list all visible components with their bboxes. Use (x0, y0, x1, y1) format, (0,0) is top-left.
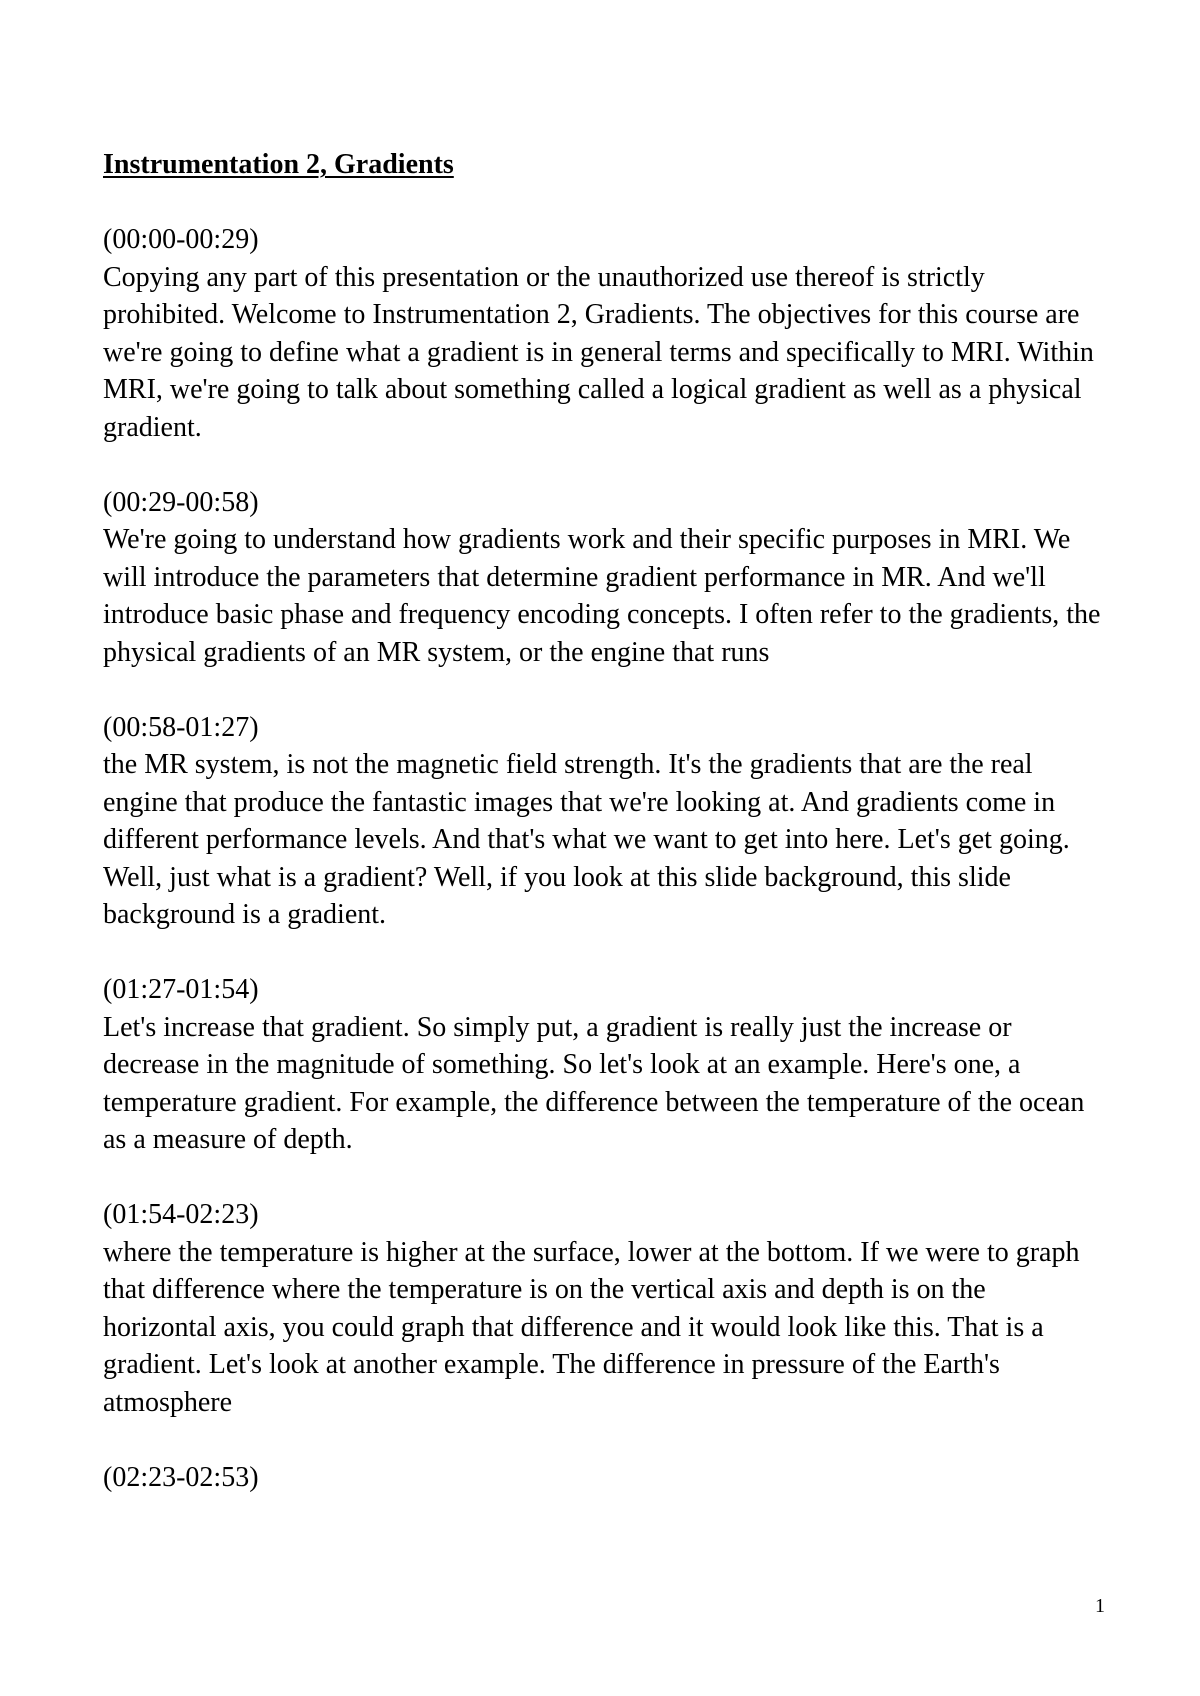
section-timestamp: (00:29-00:58) (103, 486, 259, 518)
section-timestamp: (00:00-00:29) (103, 224, 259, 255)
transcript-section (103, 1459, 1103, 1497)
section-timestamp: (00:58-01:27) (103, 711, 259, 743)
section-timestamp: (02:23-02:53) (103, 1461, 259, 1493)
section-text: the MR system, is not the magnetic field strength. It's the gradients that are the real engine that produce the fantastic images that we're looking at. And gradients come in different performance levels. And that's what we want to get into here. Let's get going. Well, just what is a gradient? Well, if you look at this slide background, this slide background is a gradient. (103, 749, 1070, 930)
document-body (103, 146, 1103, 1534)
transcript-section (103, 484, 1103, 672)
section-text: Copying any part of this presentation or the unauthorized use thereof is strictly prohibited. Welcome to Instrumentation 2, Gradients. The objectives for this course are we're going to define what a gradient is in general terms and specifically to MRI. Within MRI, we're going to talk about something called a logical gradient as well as a physical gradient. (103, 261, 1094, 443)
section-text: Let's increase that gradient. So simply put, a gradient is really just the increase or decrease in the magnitude of something. So let's look at an example. Here's one, a temperature gradient. For example, the difference between the temperature of the ocean as a measure of depth. (103, 1011, 1085, 1155)
transcript-section (103, 971, 1103, 1159)
transcript-section (103, 709, 1103, 934)
section-timestamp: (01:27-01:54) (103, 974, 259, 1005)
section-text: where the temperature is higher at the surface, lower at the bottom. If we were to graph that difference where the temperature is on the vertical axis and depth is on the horizontal axis, you could graph that difference and it would look like this. That is a gradient. Let's look at another example. The difference in pressure of the Earth's atmosphere (103, 1236, 1080, 1418)
transcript-section (103, 1196, 1103, 1421)
section-timestamp: (01:54-02:23) (103, 1199, 259, 1230)
transcript-section (103, 221, 1103, 446)
page-number: 1 (1095, 1595, 1105, 1617)
document-title: Instrumentation 2, Gradients (103, 149, 454, 180)
section-text: We're going to understand how gradients work and their specific purposes in MRI. We will introduce the parameters that determine gradient performance in MR. And we'll introduce basic phase and frequency encoding concepts. I often refer to the gradients, the physical gradients of an MR system, or the engine that runs (103, 524, 1101, 668)
